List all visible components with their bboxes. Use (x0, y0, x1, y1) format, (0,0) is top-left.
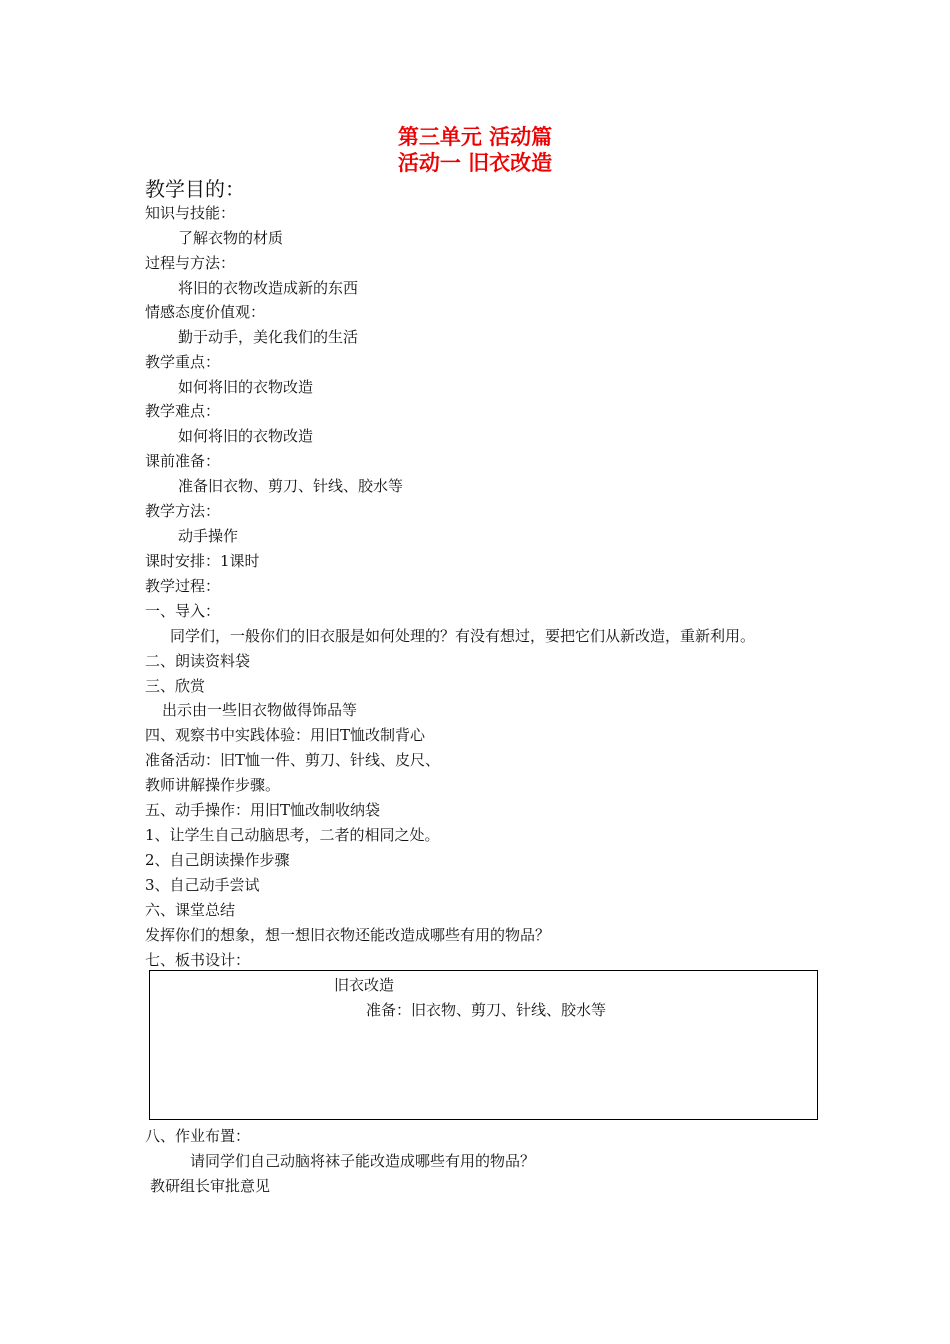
text-line: 1、让学生自己动脑思考，二者的相同之处。 (145, 826, 440, 844)
text-line: 了解衣物的材质 (178, 229, 284, 247)
text-line: 如何将旧的衣物改造 (178, 427, 314, 445)
text-line: 教研组长审批意见 (150, 1177, 271, 1195)
text-line: 七、板书设计： (145, 951, 251, 969)
text-line: 三、欣赏 (145, 677, 206, 695)
text-line: 如何将旧的衣物改造 (178, 378, 314, 396)
text-line: 准备活动：旧T恤一件、剪刀、针线、皮尺、 (145, 751, 441, 769)
text-line: 知识与技能： (145, 204, 236, 222)
text-line: 六、课堂总结 (145, 901, 236, 919)
text-line: 教师讲解操作步骤。 (145, 776, 281, 794)
text-line: 动手操作 (178, 527, 239, 545)
text-line: 课时安排：1课时 (145, 552, 260, 570)
text-line: 2、自己朗读操作步骤 (145, 851, 290, 869)
text-line: 教学难点： (145, 402, 221, 420)
board-subtitle: 准备：旧衣物、剪刀、针线、胶水等 (366, 1001, 607, 1019)
board-title: 旧衣改造 (334, 976, 395, 994)
text-line: 五、动手操作：用旧T恤改制收纳袋 (145, 801, 381, 819)
text-line: 将旧的衣物改造成新的东西 (178, 279, 359, 297)
document-title-line1: 第三单元 活动篇 (397, 125, 553, 149)
text-line: 课前准备： (145, 452, 221, 470)
text-line: 请同学们自己动脑将袜子能改造成哪些有用的物品？ (190, 1152, 536, 1170)
text-line: 情感态度价值观： (145, 303, 266, 321)
text-line: 教学方法： (145, 502, 221, 520)
text-line: 八、作业布置： (145, 1127, 251, 1145)
text-line: 出示由一些旧衣物做得饰品等 (162, 701, 358, 719)
section-heading-teaching-goals: 教学目的： (145, 177, 245, 201)
text-line: 勤于动手，美化我们的生活 (178, 328, 359, 346)
text-line: 二、朗读资料袋 (145, 652, 251, 670)
text-line: 一、导入： (145, 602, 221, 620)
text-line: 准备旧衣物、剪刀、针线、胶水等 (178, 477, 404, 495)
text-line: 教学重点： (145, 353, 221, 371)
text-line: 四、观察书中实践体验：用旧T恤改制背心 (145, 726, 426, 744)
text-line: 发挥你们的想象，想一想旧衣物还能改造成哪些有用的物品？ (145, 926, 551, 944)
text-line: 过程与方法： (145, 254, 236, 272)
document-title-line2: 活动一 旧衣改造 (397, 151, 553, 175)
text-line: 3、自己动手尝试 (145, 876, 260, 894)
blackboard-design-box (149, 970, 818, 1120)
text-line: 教学过程： (145, 577, 221, 595)
text-line: 同学们，一般你们的旧衣服是如何处理的？有没有想过，要把它们从新改造，重新利用。 (170, 627, 756, 645)
